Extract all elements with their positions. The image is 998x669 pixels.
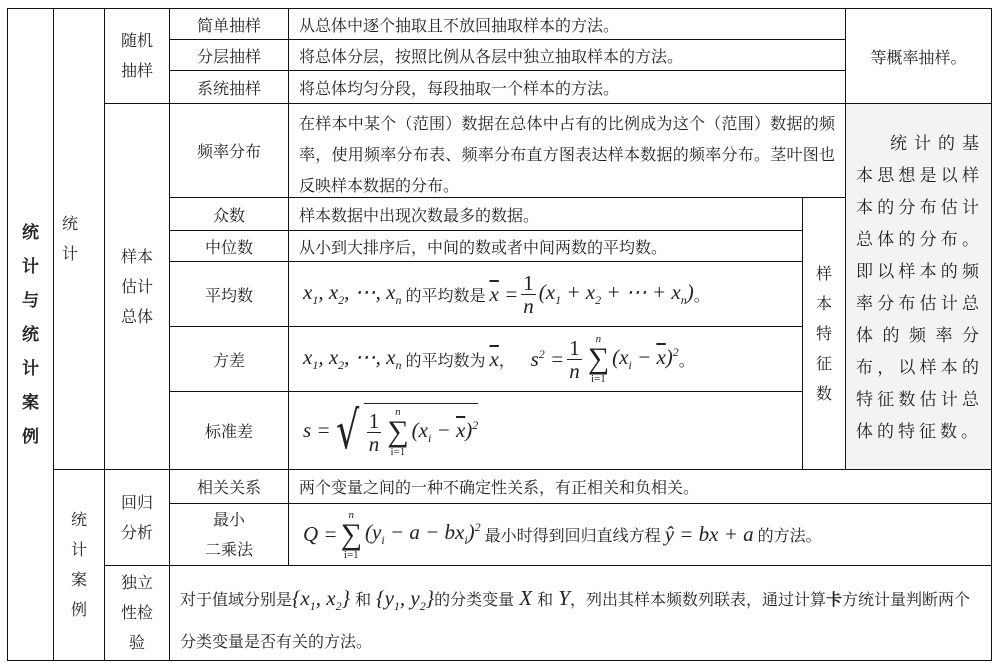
- method-mean: 平均数: [169, 261, 289, 327]
- desc-systematic-sampling: 将总体均匀分段，每段抽取一个样本的方法。: [288, 70, 846, 104]
- std-deviation-formula: s = √ $\frac{1}{n}$ n ∑ i=1 $(x_i - \overline{x})^2$: [303, 400, 479, 461]
- section-cases: 统 计 案 例: [53, 469, 105, 661]
- category-independence: 独立 性检 验: [104, 565, 170, 661]
- method-std-deviation: 标准差: [169, 391, 289, 470]
- method-mode: 众数: [169, 197, 289, 231]
- method-correlation: 相关关系: [169, 469, 289, 504]
- desc-least-squares: [288, 503, 992, 566]
- desc-median: 从小到大排序后，中间的数或者中间两数的平均数。: [288, 230, 803, 262]
- category-sample-estimate: 样本 估计 总体: [104, 103, 170, 470]
- desc-independence-test: 对于值域分别是{$x_1$, $x_2$} 和 {$y_1$, $y_2$}的分类变量 X 和 Y，列出其样本频数列联表，通过计算卡方统计量判断两个分类变量是否有关的方法。: [169, 565, 992, 661]
- desc-std-deviation: [288, 391, 803, 470]
- desc-variance: [288, 326, 803, 392]
- desc-simple-sampling: 从总体中逐个抽取且不放回抽取样本的方法。: [288, 8, 846, 40]
- section-statistics: 统 计: [53, 8, 105, 470]
- sample-feature-label: 样 本 特 征 数: [802, 197, 846, 470]
- desc-stratified-sampling: 将总体分层，按照比例从各层中独立抽取样本的方法。: [288, 39, 846, 71]
- basic-idea-summary: 统计的基本思想是以样本的分布估计总体的分布。即以样本的频率分布估计总体的频率分布，以样本的特征数估计总体的特征数。: [845, 103, 992, 470]
- method-stratified-sampling: 分层抽样: [169, 39, 289, 71]
- variance-formula: $x_1$, $x_2$, ⋯, $x_n$ 的平均数为 $\overline{x}$ ， $s^2$ = $\frac{1}{n}$ n ∑ i=1 $(x_i - \overline{x})^2$ 。: [303, 333, 695, 385]
- category-regression: 回归 分析: [104, 469, 170, 566]
- desc-mean: [288, 261, 803, 327]
- equal-probability-note: 等概率抽样。: [845, 8, 992, 104]
- method-frequency-distribution: 频率分布: [169, 103, 289, 198]
- method-simple-sampling: 简单抽样: [169, 8, 289, 40]
- desc-frequency-distribution: 在样本中某个（范围）数据在总体中占有的比例成为这个（范围）数据的频率，使用频率分布表、频率分布直方图表达样本数据的频率分布。茎叶图也反映样本数据的分布。: [288, 103, 846, 198]
- method-systematic-sampling: 系统抽样: [169, 70, 289, 104]
- method-median: 中位数: [169, 230, 289, 262]
- category-random-sampling: 随机 抽样: [104, 8, 170, 104]
- method-variance: 方差: [169, 326, 289, 392]
- least-squares-formula: Q = n ∑ i=1 $(y_i - a - bx_i)^2$ 最小时得到回归直线方程 ŷ = bx + a 的方法。: [303, 508, 822, 561]
- table-title: 统 计 与 统 计 案 例: [22, 222, 39, 447]
- method-least-squares: 最小 二乘法: [169, 503, 289, 566]
- title-cell: [7, 8, 54, 661]
- desc-correlation: 两个变量之间的一种不确定性关系，有正相关和负相关。: [288, 469, 992, 504]
- desc-mode: 样本数据中出现次数最多的数据。: [288, 197, 803, 231]
- mean-formula: $x_1$, $x_2$, ⋯, $x_n$ 的平均数是 $\overline{x}$ = $\frac{1}{n}$ ($x_1 + x_2$ + ⋯ + $x_n$) 。: [303, 270, 710, 318]
